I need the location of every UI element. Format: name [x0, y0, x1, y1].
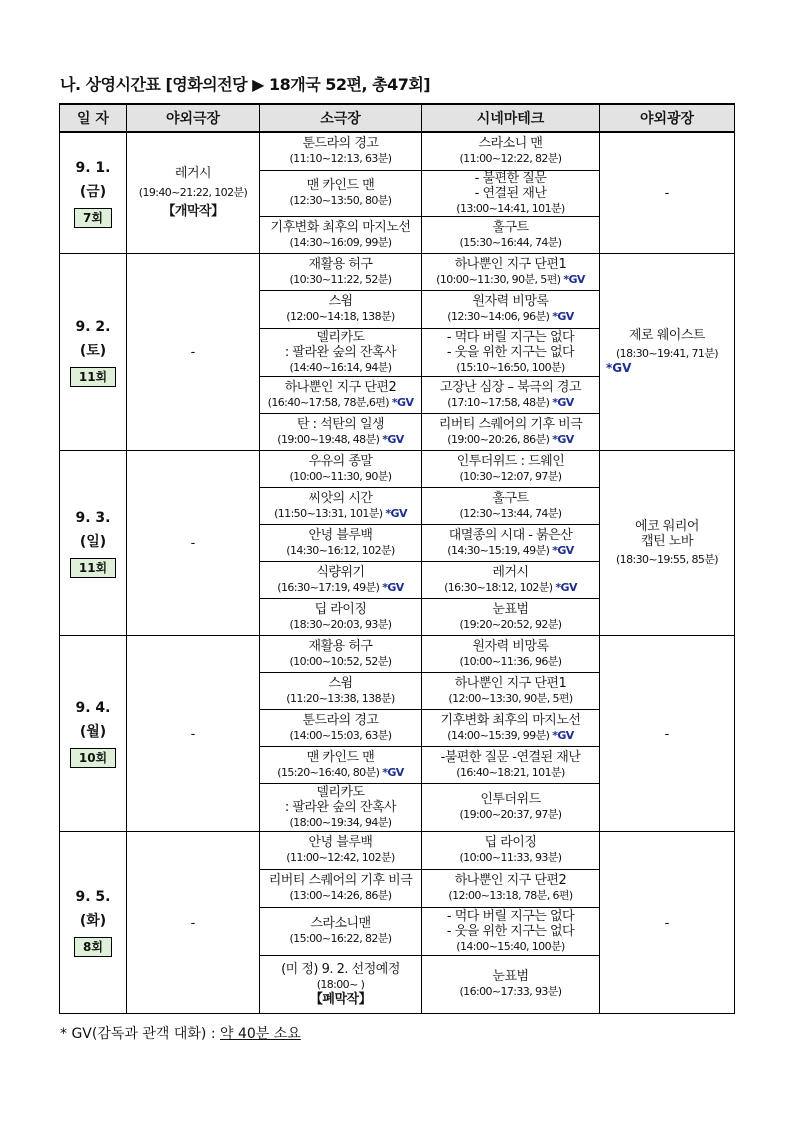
outdoor-plaza-cell: [600, 635, 735, 831]
movie-title: 탄 : 석탄의 일생: [296, 416, 385, 432]
showtime-range: (14:00~15:39, 99분): [447, 728, 550, 742]
schedule-table: [59, 103, 735, 1014]
empty-dash: -: [664, 726, 670, 742]
table-row: [60, 253, 735, 290]
date-weekday: (화): [79, 913, 107, 929]
movie-title: 식량위기: [316, 564, 365, 580]
cinematheque-cell: [422, 253, 600, 290]
showtime: [422, 654, 599, 669]
movie-title: 리버티 스퀘어의 기후 비극: [268, 873, 413, 888]
showtime: [422, 939, 599, 954]
small-theater-cell: [260, 450, 422, 487]
movie-title-line2: 캡틴 노바: [641, 533, 693, 549]
gv-badge: *GV: [391, 395, 414, 409]
showtime-range: (14:00~15:03, 63분): [289, 728, 392, 742]
gv-badge: *GV: [552, 728, 574, 742]
showtime-range: (10:30~11:22, 52분): [289, 272, 392, 286]
outdoor-theater-cell: [127, 831, 260, 1013]
showtime: [260, 977, 421, 992]
cinematheque-cell: [422, 170, 600, 216]
showtime: [260, 272, 421, 287]
footnote-text: * GV(감독과 관객 대화) :: [60, 1026, 220, 1042]
showtime: [422, 543, 599, 558]
showtime: [260, 235, 421, 250]
empty-dash: -: [664, 915, 670, 931]
showtime-range: (14:30~15:19, 49분): [447, 543, 550, 557]
showtime-range: (14:00~15:40, 100분): [456, 939, 565, 953]
showtime: [260, 506, 421, 521]
showtime-range: (19:40~21:22, 102분): [138, 186, 248, 200]
showtime-range: (12:30~13:44, 74분): [459, 506, 562, 520]
small-theater-cell: [260, 561, 422, 598]
small-theater-cell: [260, 869, 422, 907]
movie-title: 대멸종의 시대 - 붉은산: [448, 527, 573, 543]
showtime: [422, 432, 599, 447]
movie-title: 인투더위드: [480, 792, 541, 807]
small-theater-cell: [260, 635, 422, 672]
movie-title: 우유의 종말: [308, 453, 373, 469]
movie-title: 레거시: [174, 166, 212, 182]
outdoor-plaza-cell: [600, 831, 735, 1013]
header-row: [60, 104, 735, 132]
date-day: 9. 4.: [75, 700, 111, 716]
movie-title: 맨 카인드 맨: [306, 749, 375, 765]
showtime-range: (10:30~12:07, 97분): [459, 469, 562, 483]
date-cell: [60, 253, 127, 450]
showtime-range: (11:20~13:38, 138분): [286, 691, 395, 705]
showtime-range: (16:40~17:58, 78분,6편): [267, 395, 389, 409]
small-theater-cell: [260, 413, 422, 450]
movie-title: 원자력 비망록: [472, 638, 549, 654]
cinematheque-cell: [422, 376, 600, 413]
showtime: [422, 617, 599, 632]
showtime-range: (14:30~16:12, 102분): [286, 543, 395, 557]
movie-title-line2: - 연결된 재난: [474, 185, 547, 201]
small-theater-cell: [260, 783, 422, 831]
cinematheque-cell: [422, 598, 600, 635]
showtime-range: (16:40~18:21, 101분): [456, 765, 565, 779]
movie-title: 기후변화 최후의 마지노선: [440, 712, 581, 728]
cinematheque-cell: [422, 132, 600, 170]
movie-title: 훌구트: [492, 490, 529, 506]
small-theater-cell: [260, 955, 422, 1013]
cinematheque-cell: [422, 672, 600, 709]
movie-title: 눈표범: [492, 601, 529, 617]
date-cell: [60, 635, 127, 831]
small-theater-cell: [260, 376, 422, 413]
table-row: [60, 450, 735, 487]
showtime: [422, 888, 599, 903]
movie-title: 하나뿐인 지구 단편1: [454, 675, 567, 691]
movie-title: 하나뿐인 지구 단편2: [454, 873, 567, 888]
showtime: [260, 309, 421, 324]
showtime-range: (18:00~19:34, 94분): [289, 815, 392, 829]
showtime: [422, 984, 599, 999]
movie-title: 원자력 비망록: [472, 294, 549, 309]
movie-title: 툰드라의 경고: [302, 136, 379, 152]
showtime: [260, 432, 421, 447]
date-cell: [60, 132, 127, 253]
cinematheque-cell: [422, 869, 600, 907]
showtime-range: (19:00~20:37, 97분): [459, 808, 562, 821]
showtime-range: (18:00~ ): [316, 977, 365, 991]
cinematheque-cell: [422, 831, 600, 869]
showtime: [260, 360, 421, 375]
movie-title: 인투더위드 : 드웨인: [456, 453, 565, 469]
movie-title: 훌구트: [492, 219, 529, 235]
showtime: [422, 469, 599, 484]
showtime: [260, 931, 421, 946]
showtime: [260, 888, 421, 903]
movie-title: 딥 라이징: [484, 835, 537, 850]
outdoor-plaza-cell: [600, 450, 735, 635]
screening-count-badge: 11회: [70, 558, 116, 578]
outdoor-plaza-cell: [600, 132, 735, 253]
showtime-range: (12:00~14:18, 138분): [286, 310, 395, 323]
cinematheque-cell: [422, 413, 600, 450]
showtime-range: (10:00~11:30, 90분): [289, 469, 392, 483]
footnote-duration: 약 40분 소요: [220, 1026, 301, 1042]
gv-badge: *GV: [552, 395, 574, 409]
empty-dash: -: [190, 726, 196, 742]
movie-title: 제로 웨이스트: [629, 327, 705, 343]
screening-count-badge: 11회: [70, 367, 116, 387]
movie-title: 재활용 허구: [308, 638, 373, 654]
small-theater-cell: [260, 524, 422, 561]
showtime-range: (19:20~20:52, 92분): [459, 617, 562, 631]
showtime-range: (11:00~12:22, 82분): [459, 152, 562, 166]
showtime-range: (15:10~16:50, 100분): [456, 360, 565, 374]
showtime-range: (14:30~16:09, 99분): [289, 235, 392, 249]
small-theater-cell: [260, 253, 422, 290]
movie-title: 맨 카인드 맨: [306, 178, 375, 193]
date-weekday: (일): [79, 533, 107, 550]
gv-badge: *GV: [552, 432, 574, 446]
cinematheque-cell: [422, 561, 600, 598]
col-header-outdoor-theater: 야외극장: [127, 104, 260, 132]
showtime-range: (19:00~20:26, 86분): [447, 432, 550, 446]
date-cell: [60, 450, 127, 635]
col-header-date: 일 자: [60, 104, 127, 132]
cinematheque-cell: [422, 955, 600, 1013]
showtime-range: (14:40~16:14, 94분): [289, 360, 392, 374]
showtime: [422, 201, 599, 216]
showtime: [260, 193, 421, 208]
cinematheque-cell: [422, 907, 600, 955]
empty-dash: -: [190, 345, 196, 360]
movie-title-line2: - 웃을 위한 지구는 없다: [446, 344, 575, 360]
showtime: [260, 469, 421, 484]
movie-title: 에코 워리어: [635, 518, 699, 534]
showtime: [422, 272, 599, 287]
opening-film-note: 【개막작】: [162, 204, 224, 220]
gv-footnote: [60, 1023, 301, 1043]
showtime-range: (18:30~19:41, 71분): [615, 346, 719, 360]
cinematheque-cell: [422, 216, 600, 253]
small-theater-cell: [260, 132, 422, 170]
showtime-range: (10:00~10:52, 52분): [289, 654, 392, 668]
showtime-range: (11:10~12:13, 63분): [289, 152, 392, 166]
cinematheque-cell: [422, 487, 600, 524]
showtime: [422, 309, 599, 324]
movie-title: 델리카도: [316, 329, 365, 345]
movie-title: 레거시: [492, 564, 529, 580]
showtime: [260, 654, 421, 669]
screening-count-badge: 7회: [74, 208, 112, 228]
cinematheque-cell: [422, 328, 600, 376]
movie-title: 고장난 심장 – 북극의 경고: [439, 379, 582, 395]
showtime-range: (17:10~17:58, 48분): [447, 395, 550, 409]
small-theater-cell: [260, 598, 422, 635]
movie-title: 재활용 허구: [308, 256, 373, 272]
cinematheque-cell: [422, 746, 600, 783]
screening-count-badge: 10회: [70, 748, 116, 768]
gv-badge: *GV: [382, 765, 404, 779]
showtime: [260, 850, 421, 865]
date-weekday: (월): [79, 724, 107, 740]
gv-badge: *GV: [606, 360, 632, 375]
date-weekday: (토): [79, 342, 107, 359]
cinematheque-cell: [422, 524, 600, 561]
movie-title: 툰드라의 경고: [302, 712, 379, 728]
small-theater-cell: [260, 709, 422, 746]
movie-title: 하나뿐인 지구 단편1: [454, 256, 567, 272]
showtime-range: (12:30~14:06, 96분): [447, 310, 550, 323]
small-theater-cell: [260, 170, 422, 216]
empty-dash: -: [664, 186, 670, 202]
cinematheque-cell: [422, 783, 600, 831]
movie-title: - 먹다 버릴 지구는 없다: [446, 329, 575, 345]
showtime-range: (18:30~19:55, 85분): [615, 552, 719, 566]
movie-title: 스윔: [328, 675, 353, 691]
showtime-range: (19:00~19:48, 48분): [277, 432, 380, 446]
cinematheque-cell: [422, 450, 600, 487]
showtime-range: (12:00~13:18, 78분, 6편): [448, 889, 573, 902]
movie-title: 스라소니 맨: [478, 136, 543, 152]
screening-count-badge: 8회: [74, 937, 112, 957]
showtime-range: (11:50~13:31, 101분): [274, 506, 383, 520]
showtime: [422, 807, 599, 822]
movie-title: 눈표범: [492, 969, 529, 984]
movie-title: (미 정) 9. 2. 선정예정: [281, 961, 400, 977]
movie-title: - 먹다 버릴 지구는 없다: [446, 908, 575, 924]
small-theater-cell: [260, 672, 422, 709]
date-day: 9. 5.: [75, 889, 111, 905]
showtime: [422, 765, 599, 780]
showtime-range: (12:30~13:50, 80분): [289, 194, 392, 207]
showtime: [260, 617, 421, 632]
showtime: [422, 395, 599, 410]
movie-title: 리버티 스퀘어의 기후 비극: [438, 416, 583, 432]
cinematheque-cell: [422, 635, 600, 672]
small-theater-cell: [260, 831, 422, 869]
col-header-outdoor-plaza: 야외광장: [600, 104, 735, 132]
cinematheque-cell: [422, 290, 600, 328]
small-theater-cell: [260, 746, 422, 783]
small-theater-cell: [260, 907, 422, 955]
cinematheque-cell: [422, 709, 600, 746]
showtime: [422, 506, 599, 521]
col-header-small-theater: 소극장: [260, 104, 422, 132]
movie-title: 스라소니맨: [310, 916, 371, 931]
outdoor-theater-cell: [127, 635, 260, 831]
outdoor-plaza-cell: [600, 253, 735, 450]
showtime-range: (15:30~16:44, 74분): [459, 235, 562, 249]
showtime-range: (10:00~11:33, 93분): [459, 851, 562, 864]
showtime: [422, 580, 599, 595]
showtime-range: (13:00~14:26, 86분): [289, 889, 392, 902]
movie-title: -불편한 질문 -연결된 재난: [440, 749, 581, 765]
movie-title: - 불편한 질문: [474, 170, 547, 186]
showtime: [422, 691, 599, 706]
small-theater-cell: [260, 290, 422, 328]
gv-badge: *GV: [563, 272, 585, 286]
showtime: [260, 691, 421, 706]
movie-title: 안녕 블루백: [308, 527, 373, 543]
small-theater-cell: [260, 216, 422, 253]
showtime-range: (10:00~11:36, 96분): [459, 654, 562, 668]
movie-title: 델리카도: [316, 784, 365, 800]
movie-title: 스윔: [328, 294, 353, 309]
outdoor-theater-cell: [127, 253, 260, 450]
date-day: 9. 3.: [75, 509, 111, 526]
table-row: [60, 132, 735, 170]
movie-title: 하나뿐인 지구 단편2: [284, 379, 397, 395]
showtime: [260, 765, 421, 780]
showtime: [422, 850, 599, 865]
outdoor-theater-cell: [127, 450, 260, 635]
gv-badge: *GV: [552, 310, 574, 323]
outdoor-theater-cell: [127, 132, 260, 253]
gv-badge: *GV: [552, 543, 574, 557]
showtime-range: (12:00~13:30, 90분, 5편): [448, 691, 573, 705]
showtime: [260, 543, 421, 558]
table-row: [60, 831, 735, 869]
showtime: [422, 360, 599, 375]
showtime: [260, 815, 421, 830]
gv-badge: *GV: [555, 580, 577, 594]
page-title: 나. 상영시간표 [영화의전당 ▶ 18개국 52편, 총47회]: [60, 75, 431, 94]
date-day: 9. 2.: [75, 318, 111, 335]
movie-title-line2: - 웃을 위한 지구는 없다: [446, 923, 575, 939]
movie-title: 기후변화 최후의 마지노선: [270, 219, 411, 235]
small-theater-cell: [260, 328, 422, 376]
showtime: [260, 728, 421, 743]
showtime: [422, 151, 599, 166]
showtime: [422, 235, 599, 250]
showtime-range: (16:30~18:12, 102분): [444, 580, 553, 594]
showtime: [260, 580, 421, 595]
showtime-range: (16:00~17:33, 93분): [459, 985, 562, 998]
movie-title-line2: : 팔라완 숲의 잔혹사: [284, 344, 397, 360]
empty-dash: -: [190, 536, 196, 551]
date-cell: [60, 831, 127, 1013]
showtime-range: (18:30~20:03, 93분): [289, 617, 392, 631]
showtime: [260, 395, 421, 410]
showtime-range: (10:00~11:30, 90분, 5편): [436, 272, 561, 286]
showtime-range: (15:20~16:40, 80분): [277, 765, 380, 779]
date-weekday: (금): [79, 183, 107, 200]
gv-badge: *GV: [382, 580, 404, 594]
movie-title-line2: : 팔라완 숲의 잔혹사: [284, 799, 397, 815]
showtime: [260, 151, 421, 166]
movie-title: 씨앗의 시간: [308, 490, 373, 506]
movie-title: 안녕 블루백: [308, 835, 373, 850]
col-header-cinematheque: 시네마테크: [422, 104, 600, 132]
movie-title: 딥 라이징: [314, 601, 367, 617]
gv-badge: *GV: [382, 432, 404, 446]
showtime-range: (13:00~14:41, 101분): [456, 201, 565, 215]
empty-dash: -: [190, 915, 196, 931]
closing-film-note: 【폐막작】: [309, 991, 372, 1007]
small-theater-cell: [260, 487, 422, 524]
showtime-range: (16:30~17:19, 49분): [277, 580, 380, 594]
showtime-range: (15:00~16:22, 82분): [289, 932, 392, 945]
gv-badge: *GV: [385, 506, 407, 520]
date-day: 9. 1.: [75, 159, 111, 176]
showtime: [422, 728, 599, 743]
table-row: [60, 635, 735, 672]
showtime-range: (11:00~12:42, 102분): [286, 851, 395, 864]
